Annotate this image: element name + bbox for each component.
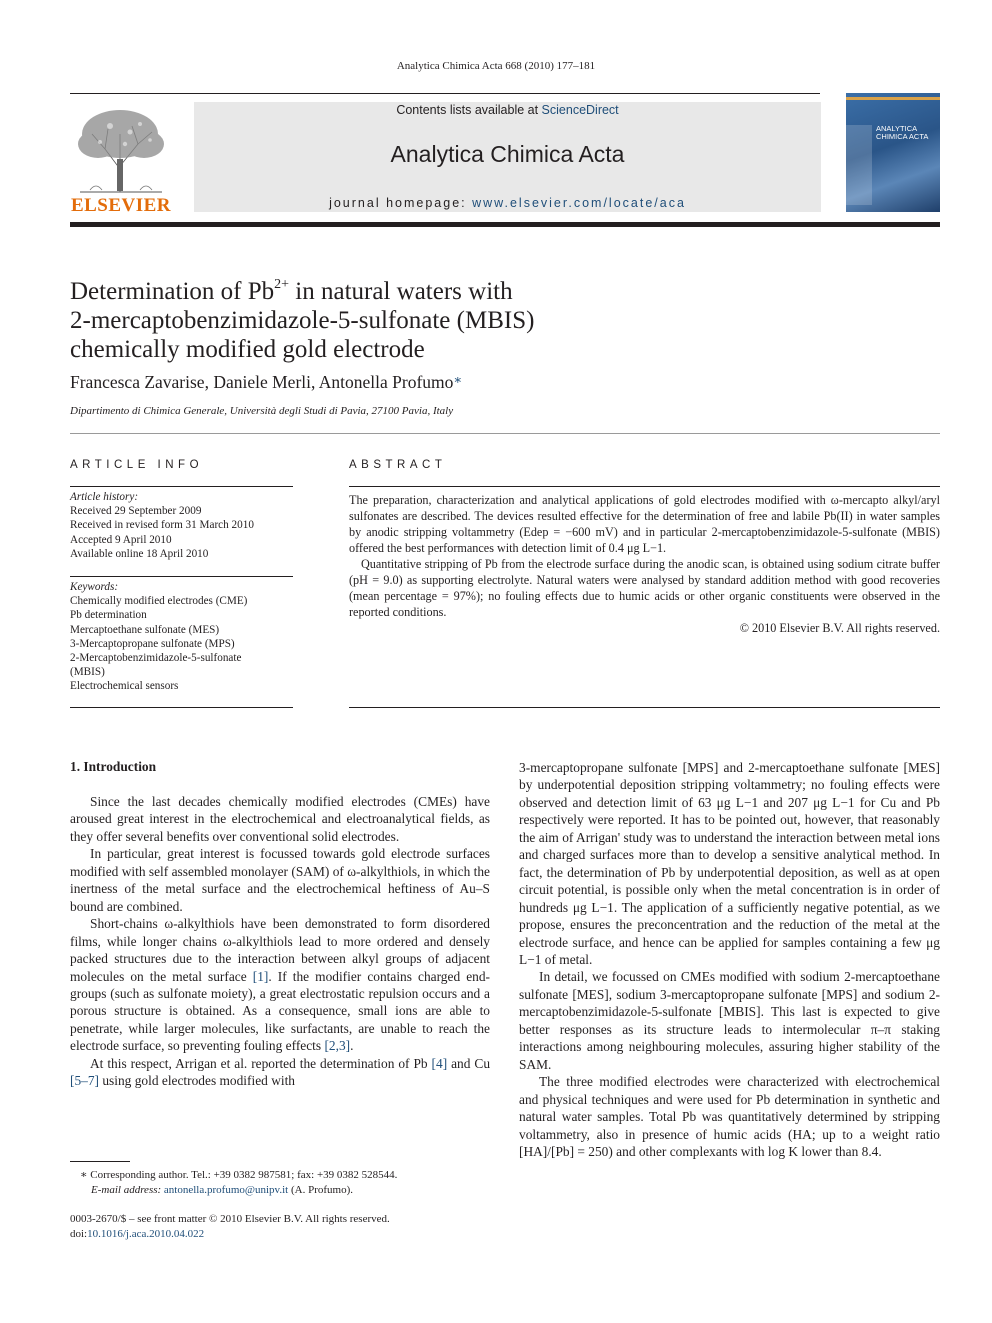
- cover-stripe: [846, 97, 940, 100]
- keyword: 2-Mercaptobenzimidazole-5-sulfonate: [70, 652, 242, 665]
- article-title: [70, 270, 630, 364]
- divider: [349, 707, 940, 708]
- doi-link[interactable]: 10.1016/j.aca.2010.04.022: [87, 1227, 205, 1240]
- cover-title-line2: CHIMICA ACTA: [876, 132, 929, 141]
- contents-line: [194, 103, 821, 117]
- copyright: © 2010 Elsevier B.V. All rights reserved.: [739, 621, 940, 635]
- title-line2: 2-mercaptobenzimidazole-5-sulfonate (MBIS): [70, 307, 535, 334]
- text-run: . If the modifier contains charged end-groups (such as sulfonate moiety), a great electrostatic repulsion occurs and a porous structure is obtained. As a consequence, small ions are able to penetrate, while larger molecules, like surfactants, are unable to reach the electrode surface, so preventing fouling effects: [70, 968, 490, 1054]
- citation-link[interactable]: [5–7]: [70, 1073, 100, 1089]
- journal-cover-image: [846, 93, 940, 212]
- author-list: [70, 372, 462, 393]
- keyword: Electrochemical sensors: [70, 680, 179, 693]
- masthead-rule: [70, 222, 940, 227]
- homepage-prefix: journal homepage:: [329, 196, 473, 210]
- front-matter-note: [70, 1212, 490, 1241]
- body-paragraph: The three modified electrodes were characterized with electrochemical and physical techniques and were used for Pb determination in synthetic and natural water samples. Total Pb was quantitatively determined by stripping voltammetry, also in presence of humic acids (HA; up to a weight ratio [HA]/[Pb] = 250) and other complexants with log K lower than 8.4.: [519, 1074, 940, 1159]
- homepage-url-link[interactable]: www.elsevier.com/locate/aca: [472, 196, 686, 210]
- text-run: Short-chains ω-alkylthiols have been demonstrated to form disordered films, while longer chains ω-alkylthiols lead to more ordered and densely packed structures due to the interaction between alkyl groups of adjacent molecules on the metal surface: [70, 916, 490, 984]
- keywords: [70, 580, 293, 694]
- doi-line: [70, 1227, 490, 1242]
- citation-link[interactable]: [4]: [431, 1055, 448, 1071]
- divider: [70, 707, 293, 708]
- body-paragraph: [70, 915, 490, 1055]
- citation-link[interactable]: [1]: [252, 968, 269, 984]
- cover-title: [876, 125, 928, 141]
- title-part2: in natural waters with: [289, 278, 513, 305]
- abstract-paragraph: Quantitative stripping of Pb from the electrode surface during the anodic scan, is obtained using sodium citrate buffer (pH = 9.0) as supporting electrolyte. Natural waters were analysed by standard addition method with good recoveries (mean percentage = 97%); no fouling effects due to humic acids or other organic constituents were observed in the reported conditions.: [349, 557, 940, 619]
- journal-title: Analytica Chimica Acta: [390, 141, 625, 167]
- article-info-heading: ARTICLE INFO: [70, 459, 204, 471]
- authors-text: Francesca Zavarise, Daniele Merli, Antonella Profumo: [70, 372, 454, 392]
- history-item: Accepted 9 April 2010: [70, 533, 172, 546]
- history-item: Available online 18 April 2010: [70, 547, 209, 560]
- contents-prefix: Contents lists available at: [396, 103, 542, 117]
- issn-line: 0003-2670/$ – see front matter © 2010 Elsevier B.V. All rights reserved.: [70, 1213, 390, 1225]
- text-run: .: [350, 1038, 354, 1054]
- footnote-rule: [70, 1161, 130, 1162]
- affiliation: Dipartimento di Chimica Generale, Università degli Studi di Pavia, 27100 Pavia, Italy: [70, 405, 454, 417]
- keyword: Chemically modified electrodes (CME): [70, 595, 248, 608]
- keyword: Pb determination: [70, 609, 147, 622]
- history-item: Received 29 September 2009: [70, 505, 202, 518]
- doi-label: doi:: [70, 1227, 88, 1240]
- citation-link[interactable]: [2,3]: [324, 1038, 351, 1054]
- corresponding-author-mark[interactable]: ∗: [453, 372, 463, 387]
- header-rule: [70, 93, 820, 94]
- history-label: Article history:: [70, 491, 139, 503]
- text-run: using gold electrodes modified with: [99, 1073, 296, 1089]
- email-link[interactable]: antonella.profumo@unipv.it: [163, 1183, 289, 1196]
- text-run: and Cu: [447, 1055, 491, 1071]
- divider: [70, 433, 940, 434]
- abstract-body: [349, 492, 940, 636]
- keyword: (MBIS): [70, 666, 105, 679]
- body-paragraph: In detail, we focussed on CMEs modified with sodium 2-mercaptoethane sulfonate [MES], sodium 3-mercaptopropane sulfonate [MPS] and sodium 2-mercaptobenzimidazole-5-sulfonate [MBIS]. This last is expected to give better responses as its structure leads to intermolecular π–π staking interactions among neighbouring molecules, assuring higher stability of the SAM.: [519, 969, 940, 1072]
- section-heading: 1. Introduction: [70, 759, 157, 774]
- publisher-logo-text: ELSEVIER: [70, 195, 172, 216]
- right-column: [519, 759, 940, 1160]
- keyword: 3-Mercaptopropane sulfonate (MPS): [70, 637, 235, 650]
- title-part1: Determination of Pb: [70, 278, 275, 305]
- email-line: [80, 1183, 500, 1198]
- abstract-heading: ABSTRACT: [349, 459, 447, 471]
- body-paragraph: [70, 1055, 490, 1090]
- divider: [70, 486, 293, 487]
- footnote: [80, 1168, 500, 1197]
- left-column: [70, 793, 490, 1090]
- keywords-label: Keywords:: [70, 581, 119, 593]
- body-paragraph: 3-mercaptopropane sulfonate [MPS] and 2-mercaptoethane sulfonate [MES] by underpotential deposition stripping voltammetry; no fouling effects were observed and detection limit of 63 μg L−1 and 207 μg L−1 for Cu and Pb respectively were reported. It has to be pointed out, however, that reasonably the aim of Arrigan' study was to understand the interaction between metal ions and charged surfaces more than to develop a sensitive analytical method. In fact, the determination of Pb by underpotential deposition, as well as at open circuit potential, is possible only when the metal concentration is in order of hundreds μg L−1. The application of a sufficiently negative potential, as we propose, ensures the preconcentration and the reduction of the metal at the electrode surface, and hence can be applied for samples containing a few μg L−1 of metal.: [519, 760, 940, 967]
- email-suffix: (A. Profumo).: [288, 1183, 353, 1196]
- divider: [70, 576, 293, 577]
- history-item: Received in revised form 31 March 2010: [70, 519, 254, 532]
- abstract-paragraph: The preparation, characterization and analytical applications of gold electrodes modified with ω-mercapto alkyl/aryl sulfonates are described. The devices resulted effective for the determination of free and labile Pb(II) in water samples by anodic stripping voltammetry (Edep = −600 mV) and in particular 2-mercaptobenzimidazole-5-sulfonate (MBIS) offered the best performances with detection limit of 0.4 μg L−1.: [349, 493, 940, 555]
- cover-side-panel: [846, 125, 872, 205]
- corresponding-author-note: ∗ Corresponding author. Tel.: +39 0382 987581; fax: +39 0382 528544.: [80, 1169, 398, 1181]
- title-line3: chemically modified gold electrode: [70, 336, 425, 363]
- divider: [349, 486, 940, 487]
- body-paragraph: Since the last decades chemically modified electrodes (CMEs) have aroused great interest in the electrochemical and electroanalytical fields, as they offer several benefits over conventional solid electrodes.: [70, 794, 490, 844]
- body-paragraph: In particular, great interest is focussed towards gold electrode surfaces modified with self assembled monolayer (SAM) of ω-alkylthiols, in which the inertness of the metal surface and the electrochemical heftiness of Au–S bound are combined.: [70, 846, 490, 914]
- article-history: [70, 490, 293, 561]
- running-header: Analytica Chimica Acta 668 (2010) 177–181: [396, 60, 596, 72]
- keyword: Mercaptoethane sulfonate (MES): [70, 623, 220, 636]
- title-superscript: 2+: [274, 277, 290, 292]
- sciencedirect-link[interactable]: ScienceDirect: [541, 103, 619, 117]
- email-label: E-mail address:: [91, 1183, 164, 1196]
- text-run: At this respect, Arrigan et al. reported the determination of Pb: [90, 1055, 432, 1071]
- journal-homepage: [194, 196, 821, 210]
- cover-title-line1: ANALYTICA: [876, 124, 918, 133]
